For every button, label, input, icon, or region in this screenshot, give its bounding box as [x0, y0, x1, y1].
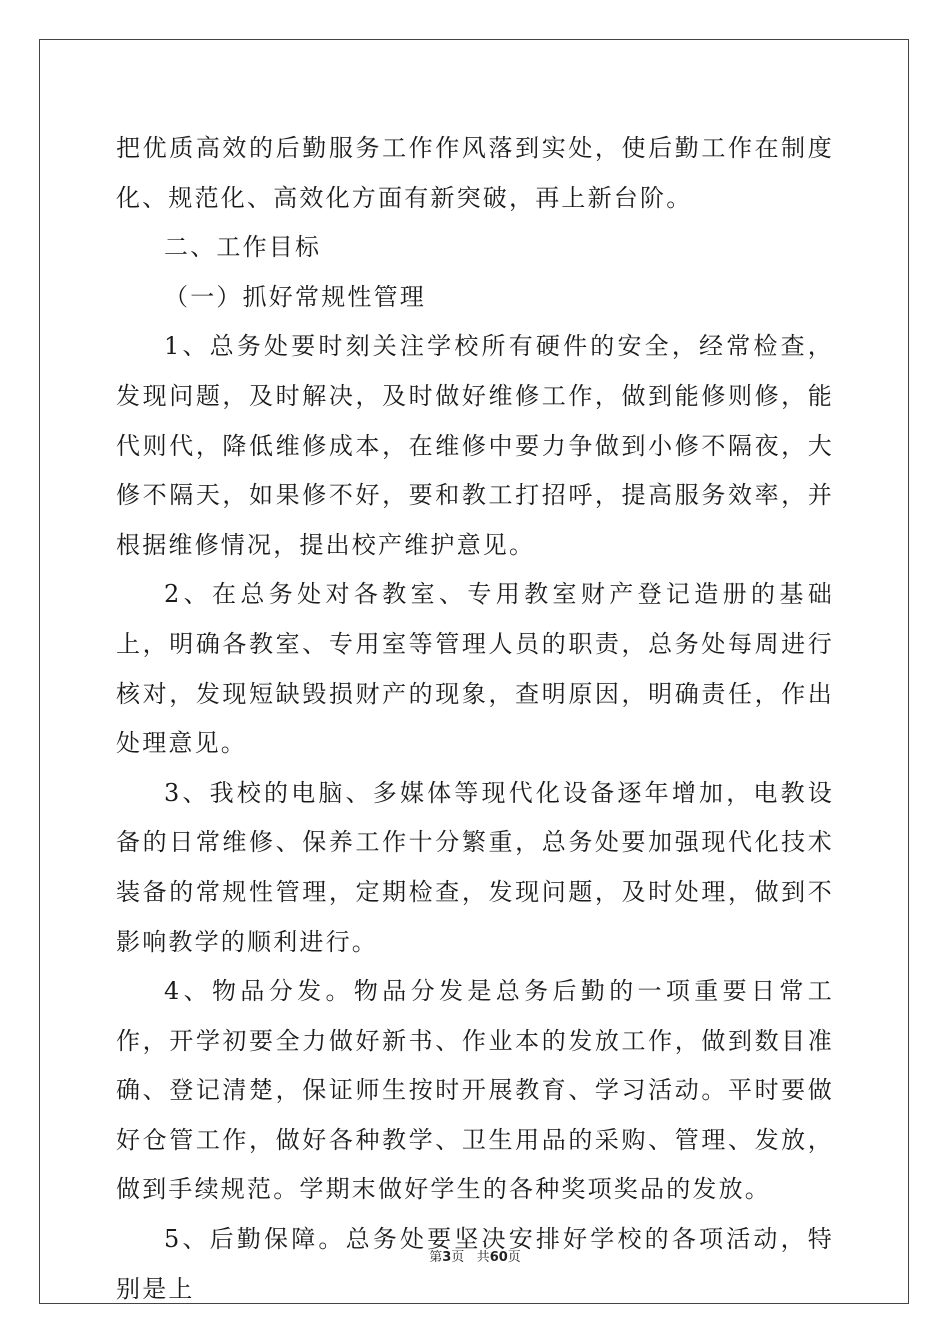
paragraph-item-1: 1、总务处要时刻关注学校所有硬件的安全，经常检查，发现问题，及时解决，及时做好维修工作，做到能修则修，能代则代，降低维修成本，在维修中要力争做到小修不隔夜，大修不隔天，如果修不好，要和教工打招呼，提高服务效率，并根据维修情况，提出校产维护意见。: [116, 332, 834, 559]
footer-page-prefix: 第: [429, 1250, 443, 1265]
subsection-heading: （一）抓好常规性管理: [164, 282, 426, 311]
section-heading: 二、工作目标: [164, 233, 322, 262]
document-body: [116, 124, 834, 1314]
paragraph-item-2: 2、在总务处对各教室、专用教室财产登记造册的基础上，明确各教室、专用室等管理人员的职责，总务处每周进行核对，发现短缺毁损财产的现象，查明原因，明确责任，作出处理意见。: [116, 580, 834, 758]
footer-total-prefix: 共: [476, 1250, 490, 1265]
paragraph-item-3: 3、我校的电脑、多媒体等现代化设备逐年增加，电教设备的日常维修、保养工作十分繁重，总务处要加强现代化技术装备的常规性管理，定期检查，发现问题，及时处理，做到不影响教学的顺利进行。: [116, 778, 834, 956]
footer-page-suffix: 页: [451, 1250, 465, 1265]
paragraph-item-4: 4、物品分发。物品分发是总务后勤的一项重要日常工作，开学初要全力做好新书、作业本的发放工作，做到数目准确、登记清楚，保证师生按时开展教育、学习活动。平时要做好仓管工作，做好各种教学、卫生用品的采购、管理、发放，做到手续规范。学期末做好学生的各种奖项奖品的发放。: [116, 977, 834, 1204]
footer-total-suffix: 页: [507, 1250, 521, 1265]
paragraph-item-5: 5、后勤保障。总务处要坚决安排好学校的各项活动，特别是上: [116, 1225, 834, 1303]
footer-total-pages: 60: [489, 1250, 508, 1265]
page-footer: [0, 1246, 950, 1265]
footer-page-number: 3: [442, 1250, 452, 1265]
paragraph-continuation: 把优质高效的后勤服务工作作风落到实处，使后勤工作在制度化、规范化、高效化方面有新突破，再上新台阶。: [116, 134, 834, 212]
